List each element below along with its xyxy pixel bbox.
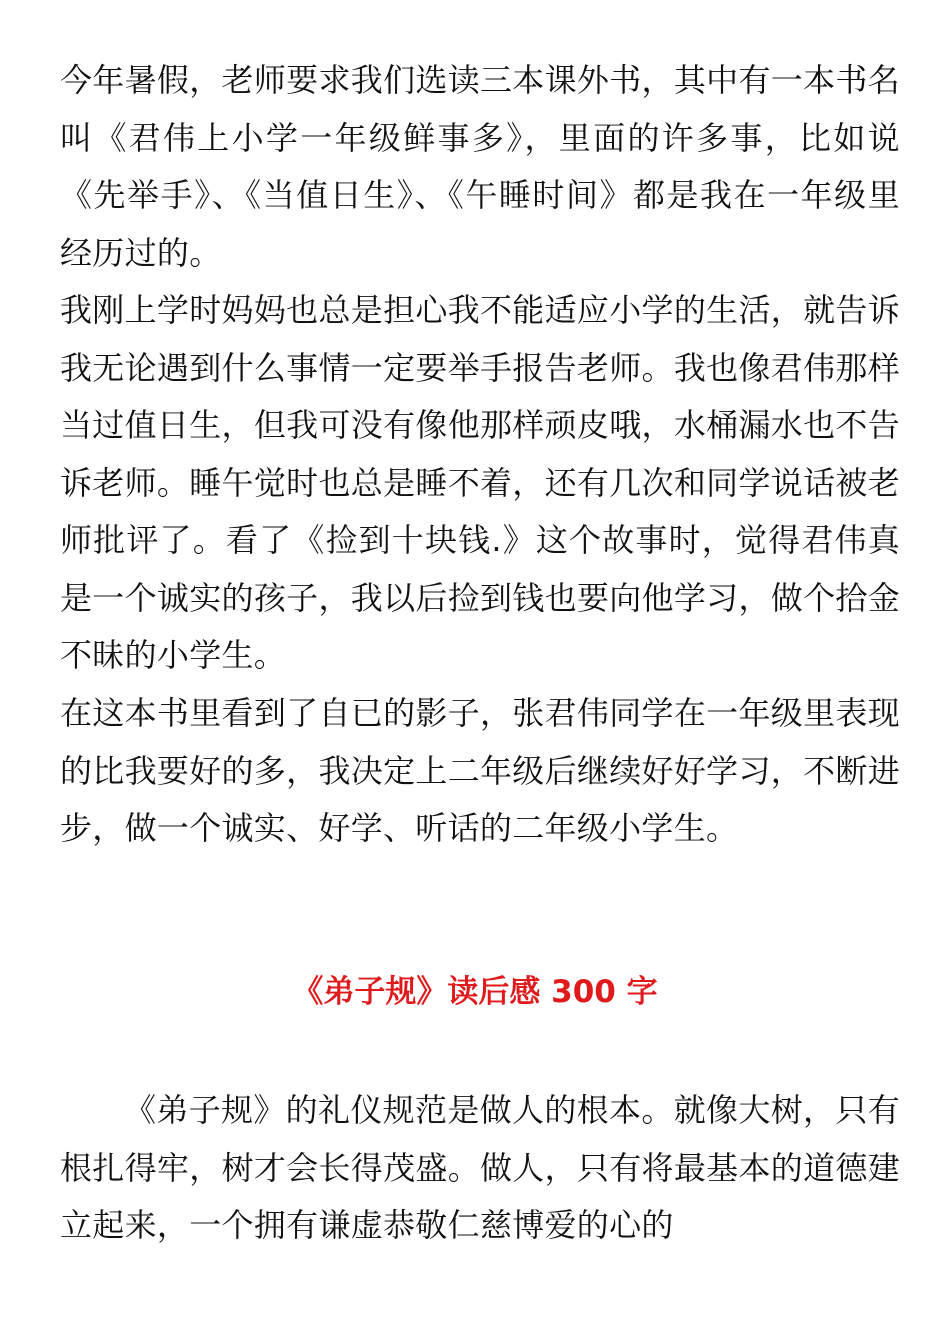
- body-paragraph-2: 我刚上学时妈妈也总是担心我不能适应小学的生活，就告诉我无论遇到什么事情一定要举手报告老师。我也像君伟那样当过值日生，但我可没有像他那样顽皮哦，水桶漏水也不告诉老师。睡午觉时也总是睡不着，还有几次和同学说话被老师批评了。看了《捡到十块钱.》这个故事时，觉得君伟真是一个诚实的孩子，我以后捡到钱也要向他学习，做个拾金不昧的小学生。: [60, 291, 900, 674]
- body-paragraph-1: 今年暑假，老师要求我们选读三本课外书，其中有一本书名叫《君伟上小学一年级鲜事多》，里面的许多事，比如说《先举手》、《当值日生》、《午睡时间》都是我在一年级里经历过的。: [60, 61, 900, 272]
- body-paragraph-3: 在这本书里看到了自已的影子，张君伟同学在一年级里表现的比我要好的多，我决定上二年级后继续好好学习，不断进步，做一个诚实、好学、听话的二年级小学生。: [60, 694, 900, 847]
- section-title: 《弟子规》读后感 300 字: [292, 974, 658, 1010]
- section-paragraph: 《弟子规》的礼仪规范是做人的根本。就像大树，只有根扎得牢，树才会长得茂盛。做人，只有将最基本的道德建立起来，一个拥有谦虚恭敬仁慈博爱的心的: [60, 1091, 900, 1244]
